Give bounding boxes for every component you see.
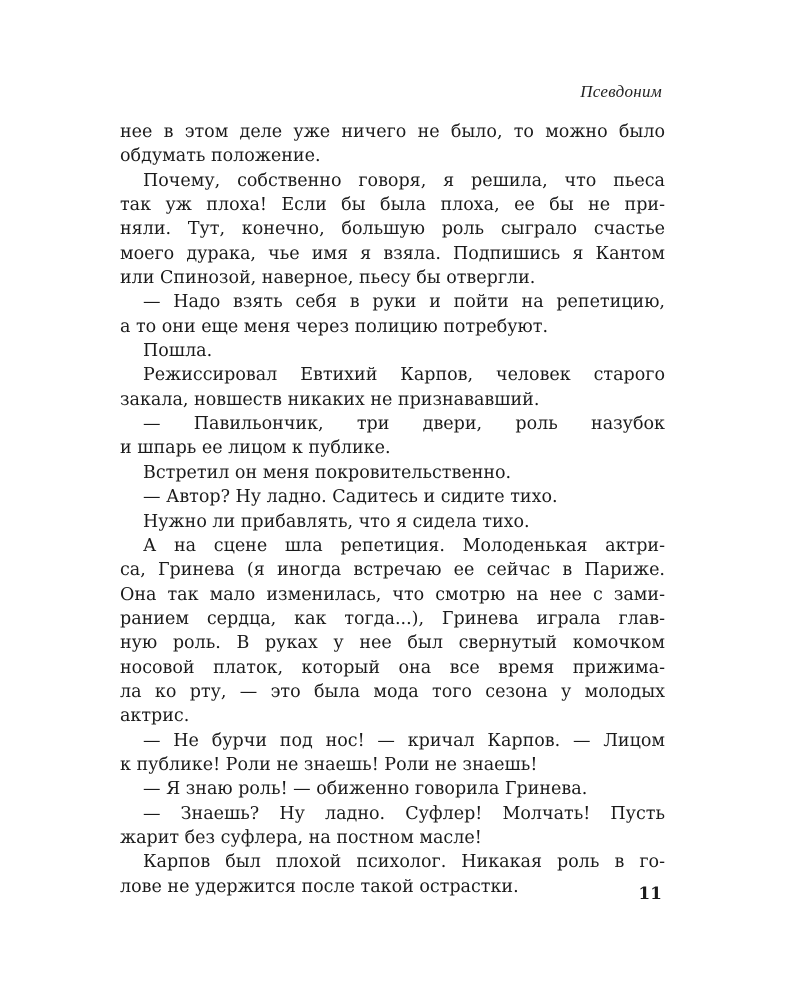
text-line: — Павильончик, три двери, роль назубок: [143, 414, 665, 435]
text-line: Карпов был плохой психолог. Никакая роль в го-: [143, 852, 665, 873]
text-line: Пошла.: [143, 341, 213, 362]
text-line: няли. Тут, конечно, большую роль сыграло счастье: [120, 219, 665, 240]
text-line: ла ко рту, — это была мода того сезона у молодых: [120, 681, 665, 702]
text-line: актрис.: [120, 706, 190, 727]
text-line: Режиссировал Евтихий Карпов, человек старого: [143, 365, 665, 386]
text-line: закала, новшеств никаких не признававший.: [120, 389, 540, 410]
text-line: носовой платок, который она все время прижима-: [120, 657, 665, 678]
text-line: к публике! Роли не знаешь! Роли не знаешь!: [120, 754, 538, 775]
text-line: — Автор? Ну ладно. Садитесь и сидите тихо.: [143, 487, 558, 508]
body-text: [120, 120, 665, 899]
text-line: а то они еще меня через полицию потребуют.: [120, 316, 549, 337]
text-line: А на сцене шла репетиция. Молоденькая актри-: [143, 535, 665, 556]
text-line: нее в этом деле уже ничего не было, то можно было: [120, 122, 665, 142]
text-line: жарит без суфлера, на постном масле!: [120, 827, 482, 848]
text-line: Нужно ли прибавлять, что я сидела тихо.: [143, 511, 530, 532]
text-line: Она так мало изменилась, что смотрю на нее с зами-: [120, 584, 665, 605]
text-line: Почему, собственно говоря, я решила, что пьеса: [143, 170, 665, 191]
text-line: или Спинозой, наверное, пьесу бы отвергли.: [120, 268, 536, 289]
text-line: са, Гринева (я иногда встречаю ее сейчас в Париже.: [120, 560, 665, 581]
text-line: Встретил он меня покровительственно.: [143, 462, 512, 483]
text-line: так уж плоха! Если бы была плоха, ее бы не при-: [120, 195, 665, 216]
text-line: — Знаешь? Ну ладно. Суфлер! Молчать! Пусть: [143, 803, 665, 824]
text-line: лове не удержится после такой острастки.: [120, 876, 519, 897]
page-number: 11: [638, 884, 662, 904]
text-line: — Надо взять себя в руки и пойти на репетицию,: [143, 292, 665, 313]
text-line: — Не бурчи под нос! — кричал Карпов. — Лицом: [143, 730, 665, 751]
text-line: ную роль. В руках у нее был свернутый комочком: [120, 633, 665, 654]
text-line: — Я знаю роль! — обиженно говорила Гринева.: [143, 779, 588, 800]
running-header: Псевдоним: [580, 82, 662, 101]
text-line: и шпарь ее лицом к публике.: [120, 438, 391, 459]
text-line: обдумать положение.: [120, 146, 321, 167]
text-line: ранием сердца, как тогда...), Гринева играла глав-: [120, 608, 665, 629]
text-line: моего дурака, чье имя я взяла. Подпишись я Кантом: [120, 243, 665, 264]
